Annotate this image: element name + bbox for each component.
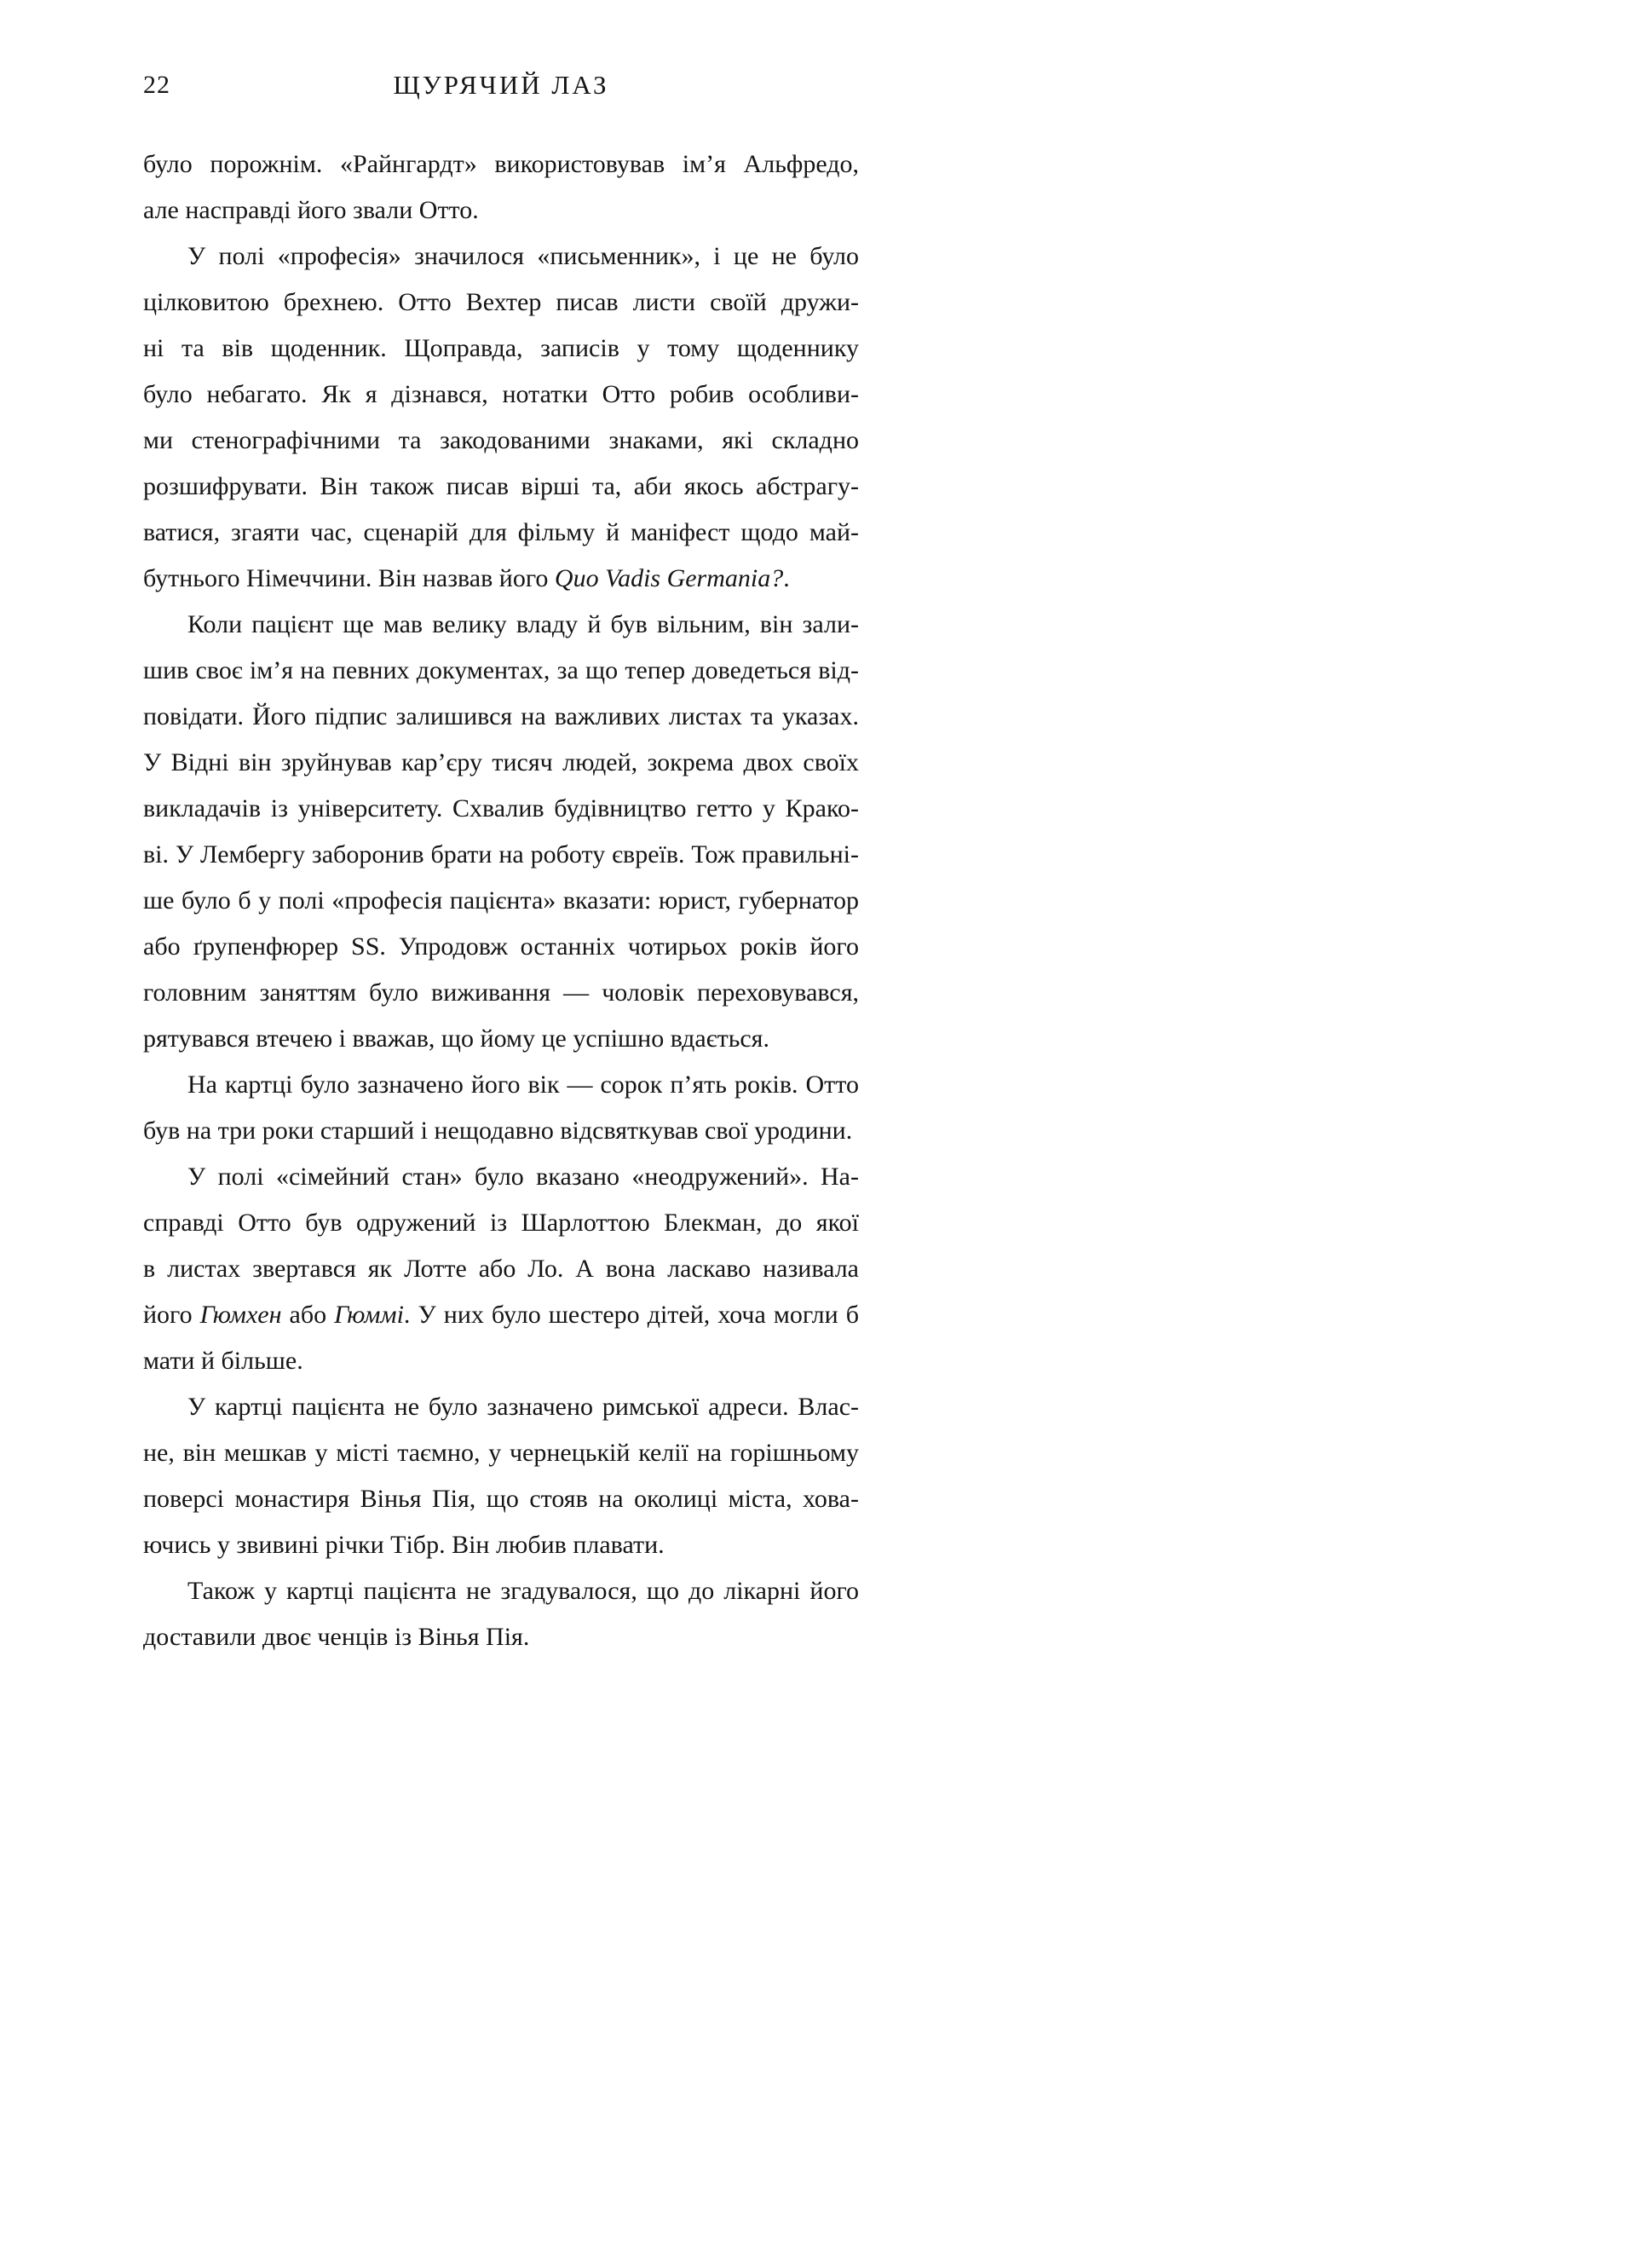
text-segment: було порожнім. «Райнгардт» використовував ім’я Альфредо,	[143, 150, 859, 178]
text-line	[143, 1292, 859, 1338]
running-title: ЩУРЯЧИЙ ЛАЗ	[393, 70, 609, 100]
text-segment: або ґрупенфюрер SS. Упродовж останніх чотирьох років його	[143, 932, 859, 961]
text-line	[143, 924, 859, 970]
text-line	[143, 1430, 859, 1476]
text-segment: не, він мешкав у місті таємно, у чернецькій келії на горішньому	[143, 1439, 859, 1467]
paragraph	[143, 602, 859, 1062]
text-line	[143, 1108, 859, 1154]
italic-text: Quo Vadis Germania?	[554, 564, 784, 592]
text-segment: ні та вів щоденник. Щоправда, записів у тому щоденнику	[143, 334, 859, 362]
text-line	[143, 1476, 859, 1522]
text-line	[143, 786, 859, 832]
text-line	[143, 602, 859, 648]
text-line	[143, 1062, 859, 1108]
text-segment: ючись у звивині річки Тібр. Він любив плавати.	[143, 1531, 665, 1559]
paragraph	[143, 234, 859, 602]
text-segment: ві. У Лембергу заборонив брати на роботу євреїв. Тож правильні-	[143, 840, 859, 869]
text-segment: його	[143, 1301, 200, 1329]
text-segment: У картці пацієнта не було зазначено римської адреси. Влас-	[187, 1393, 859, 1421]
text-line	[143, 141, 859, 188]
paragraph	[143, 141, 859, 234]
text-segment: У полі «професія» значилося «письменник», і це не було	[187, 242, 859, 270]
text-segment: У Відні він зруйнував кар’єру тисяч людей, зокрема двох своїх	[143, 748, 859, 776]
text-line	[143, 1384, 859, 1430]
text-line	[143, 740, 859, 786]
text-segment: мати й більше.	[143, 1347, 303, 1375]
text-segment: .	[783, 564, 790, 592]
text-line	[143, 556, 859, 602]
text-line	[143, 1614, 859, 1660]
text-line	[143, 280, 859, 326]
text-segment: головним заняттям було виживання — чоловік переховувався,	[143, 978, 859, 1007]
text-segment: Коли пацієнт ще мав велику владу й був вільним, він зали-	[187, 610, 859, 638]
text-segment: цілковитою брехнею. Отто Вехтер писав листи своїй дружи-	[143, 288, 859, 316]
text-line	[143, 234, 859, 280]
text-segment: Також у картці пацієнта не згадувалося, що до лікарні його	[187, 1577, 859, 1605]
text-segment: ше було б у полі «професія пацієнта» вказати: юрист, губернатор	[143, 886, 859, 915]
text-segment: викладачів із університету. Схвалив будівництво гетто у Крако-	[143, 794, 859, 822]
text-segment: було небагато. Як я дізнався, нотатки Отто робив особливи-	[143, 380, 859, 408]
text-segment: ми стенографічними та закодованими знаками, які складно	[143, 426, 859, 454]
text-line	[143, 1154, 859, 1200]
body-text	[143, 141, 859, 1660]
paragraph	[143, 1384, 859, 1568]
italic-text: Гюмхен	[199, 1301, 282, 1329]
text-line	[143, 1568, 859, 1614]
text-line	[143, 1338, 859, 1384]
text-segment: поверсі монастиря Вінья Пія, що стояв на околиці міста, хова-	[143, 1485, 859, 1513]
italic-text: Гюммі	[334, 1301, 404, 1329]
text-segment: повідати. Його підпис залишився на важливих листах та указах.	[143, 702, 859, 730]
text-line	[143, 464, 859, 510]
text-line	[143, 326, 859, 372]
text-line	[143, 1200, 859, 1246]
paragraph	[143, 1154, 859, 1384]
text-segment: був на три роки старший і нещодавно відсвяткував свої уродини.	[143, 1117, 853, 1145]
text-segment: але насправді його звали Отто.	[143, 196, 479, 224]
text-segment: . У них було шестеро дітей, хоча могли б	[403, 1301, 859, 1329]
text-segment: рятувався втечею і вважав, що йому це успішно вдається.	[143, 1024, 769, 1053]
paragraph	[143, 1568, 859, 1660]
text-segment: шив своє ім’я на певних документах, за що тепер доведеться від-	[143, 656, 859, 684]
text-segment: бутнього Німеччини. Він назвав його	[143, 564, 555, 592]
text-line	[143, 510, 859, 556]
text-segment: На картці було зазначено його вік — сорок п’ять років. Отто	[187, 1071, 859, 1099]
text-segment: ватися, згаяти час, сценарій для фільму й маніфест щодо май-	[143, 518, 859, 546]
text-segment: в листах звертався як Лотте або Ло. А вона ласкаво називала	[143, 1255, 859, 1283]
text-line	[143, 1522, 859, 1568]
text-segment: справді Отто був одружений із Шарлоттою Блекман, до якої	[143, 1209, 859, 1237]
text-line	[143, 1016, 859, 1062]
text-segment: доставили двоє ченців із Вінья Пія.	[143, 1623, 530, 1651]
paragraph	[143, 1062, 859, 1154]
text-line	[143, 1246, 859, 1292]
text-segment: або	[281, 1301, 335, 1329]
text-line	[143, 970, 859, 1016]
text-segment: У полі «сімейний стан» було вказано «неодружений». На-	[187, 1163, 859, 1191]
text-line	[143, 878, 859, 924]
text-line	[143, 372, 859, 418]
page-header	[143, 68, 859, 106]
text-line	[143, 832, 859, 878]
text-line	[143, 648, 859, 694]
text-line	[143, 418, 859, 464]
page-number: 22	[143, 71, 170, 99]
text-line	[143, 188, 859, 234]
text-segment: розшифрувати. Він також писав вірші та, аби якось абстрагу-	[143, 472, 859, 500]
text-line	[143, 694, 859, 740]
